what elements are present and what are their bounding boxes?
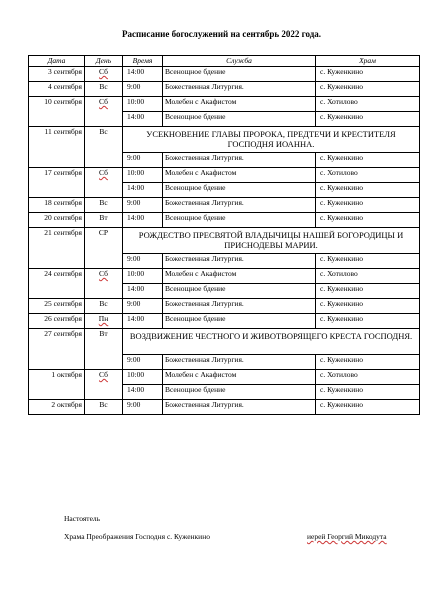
cell-date: 17 сентября xyxy=(29,168,85,198)
footer-role: Настоятель xyxy=(64,514,101,523)
cell-time: 9:00 xyxy=(123,153,163,168)
cell-temple: с. Куженкино xyxy=(316,153,420,168)
cell-day xyxy=(85,370,123,400)
header-service: Служба xyxy=(163,56,316,67)
schedule-body xyxy=(29,67,420,415)
cell-date: 20 сентября xyxy=(29,213,85,228)
cell-service: Божественная Литургия. xyxy=(163,355,316,370)
document-title: Расписание богослужений на сентябрь 2022 года. xyxy=(121,29,322,39)
table-row xyxy=(29,314,420,329)
cell-service: Молебен с Акафистом xyxy=(163,97,316,112)
cell-service: Всенощное бдение xyxy=(163,183,316,198)
table-row xyxy=(29,269,420,284)
cell-date: 21 сентября xyxy=(29,228,85,269)
cell-date: 27 сентября xyxy=(29,329,85,370)
cell-temple: с. Куженкино xyxy=(316,314,420,329)
cell-temple: с. Куженкино xyxy=(316,67,420,82)
table-row xyxy=(29,400,420,415)
day-label: Вт xyxy=(99,213,108,222)
table-row xyxy=(29,299,420,314)
cell-day xyxy=(85,97,123,127)
cell-temple: с. Куженкино xyxy=(316,385,420,400)
cell-temple: с. Куженкино xyxy=(316,284,420,299)
cell-feast: ВОЗДВИЖЕНИЕ ЧЕСТНОГО И ЖИВОТВОРЯЩЕГО КРЕСТА ГОСПОДНЯ. xyxy=(123,329,420,355)
table-row xyxy=(29,97,420,112)
cell-time: 9:00 xyxy=(123,400,163,415)
cell-service: Всенощное бдение xyxy=(163,213,316,228)
cell-time: 9:00 xyxy=(123,198,163,213)
cell-day xyxy=(85,329,123,370)
cell-time: 9:00 xyxy=(123,254,163,269)
day-label: Сб xyxy=(99,168,108,177)
day-label: Вс xyxy=(99,198,108,207)
day-label: Пн xyxy=(98,314,109,323)
cell-day xyxy=(85,269,123,299)
cell-day xyxy=(85,168,123,198)
cell-temple: с. Хотилово xyxy=(316,97,420,112)
cell-service: Всенощное бдение xyxy=(163,314,316,329)
cell-date: 11 сентября xyxy=(29,127,85,168)
day-label: Сб xyxy=(99,269,108,278)
day-label: Вс xyxy=(99,127,108,136)
cell-day xyxy=(85,127,123,168)
cell-service: Молебен с Акафистом xyxy=(163,269,316,284)
cell-day xyxy=(85,198,123,213)
cell-temple: с. Куженкино xyxy=(316,183,420,198)
cell-time: 10:00 xyxy=(123,370,163,385)
cell-temple: с. Хотилово xyxy=(316,269,420,284)
day-label: Сб xyxy=(99,67,108,76)
cell-time: 9:00 xyxy=(123,355,163,370)
cell-service: Всенощное бдение xyxy=(163,385,316,400)
cell-time: 14:00 xyxy=(123,112,163,127)
cell-date: 1 октября xyxy=(29,370,85,400)
schedule-table xyxy=(28,55,420,415)
header-time: Время xyxy=(123,56,163,67)
cell-temple: с. Хотилово xyxy=(316,168,420,183)
cell-time: 9:00 xyxy=(123,82,163,97)
header-date: Дата xyxy=(29,56,85,67)
header-day: День xyxy=(85,56,123,67)
cell-date: 25 сентября xyxy=(29,299,85,314)
table-row xyxy=(29,329,420,355)
cell-service: Молебен с Акафистом xyxy=(163,168,316,183)
day-label: Вс xyxy=(99,299,108,308)
cell-temple: с. Куженкино xyxy=(316,112,420,127)
table-row xyxy=(29,213,420,228)
cell-temple: с. Куженкино xyxy=(316,82,420,97)
table-row xyxy=(29,67,420,82)
cell-time: 14:00 xyxy=(123,284,163,299)
cell-service: Божественная Литургия. xyxy=(163,198,316,213)
cell-temple: с. Хотилово xyxy=(316,370,420,385)
table-row xyxy=(29,82,420,97)
cell-service: Божественная Литургия. xyxy=(163,254,316,269)
cell-time: 10:00 xyxy=(123,269,163,284)
table-row xyxy=(29,228,420,254)
footer-temple: Храма Преображения Господня с. Куженкино xyxy=(64,532,210,541)
cell-day xyxy=(85,400,123,415)
table-row xyxy=(29,198,420,213)
cell-service: Всенощное бдение xyxy=(163,112,316,127)
cell-date: 4 сентября xyxy=(29,82,85,97)
cell-day xyxy=(85,213,123,228)
cell-time: 14:00 xyxy=(123,314,163,329)
cell-temple: с. Куженкино xyxy=(316,400,420,415)
footer-signature: иерей Георгий Микодута xyxy=(307,532,387,541)
cell-day xyxy=(85,228,123,269)
cell-time: 9:00 xyxy=(123,299,163,314)
cell-feast: РОЖДЕСТВО ПРЕСВЯТОЙ ВЛАДЫЧИЦЫ НАШЕЙ БОГОРОДИЦЫ И ПРИСНОДЕВЫ МАРИИ. xyxy=(123,228,420,254)
cell-time: 10:00 xyxy=(123,168,163,183)
cell-day xyxy=(85,82,123,97)
cell-time: 14:00 xyxy=(123,385,163,400)
cell-date: 24 сентября xyxy=(29,269,85,299)
cell-day xyxy=(85,67,123,82)
cell-date: 2 октября xyxy=(29,400,85,415)
cell-date: 18 сентября xyxy=(29,198,85,213)
cell-time: 14:00 xyxy=(123,67,163,82)
cell-date: 10 сентября xyxy=(29,97,85,127)
table-header-row xyxy=(29,56,420,67)
cell-service: Божественная Литургия. xyxy=(163,299,316,314)
cell-date: 3 сентября xyxy=(29,67,85,82)
cell-temple: с. Куженкино xyxy=(316,355,420,370)
cell-temple: с. Куженкино xyxy=(316,213,420,228)
cell-service: Молебен с Акафистом xyxy=(163,370,316,385)
cell-day xyxy=(85,314,123,329)
day-label: Сб xyxy=(99,370,108,379)
cell-date: 26 сентября xyxy=(29,314,85,329)
cell-day xyxy=(85,299,123,314)
cell-temple: с. Куженкино xyxy=(316,254,420,269)
cell-temple: с. Куженкино xyxy=(316,198,420,213)
cell-time: 14:00 xyxy=(123,183,163,198)
table-row xyxy=(29,370,420,385)
day-label: Сб xyxy=(99,97,108,106)
cell-temple: с. Куженкино xyxy=(316,299,420,314)
day-label: Вс xyxy=(99,82,108,91)
table-row xyxy=(29,127,420,153)
table-row xyxy=(29,168,420,183)
cell-service: Всенощное бдение xyxy=(163,67,316,82)
cell-time: 10:00 xyxy=(123,97,163,112)
header-temple: Храм xyxy=(316,56,420,67)
day-label: Вт xyxy=(99,329,108,338)
cell-time: 14:00 xyxy=(123,213,163,228)
day-label: Вс xyxy=(99,400,108,409)
cell-feast: УСЕКНОВЕНИЕ ГЛАВЫ ПРОРОКА, ПРЕДТЕЧИ И КРЕСТИТЕЛЯ ГОСПОДНЯ ИОАННА. xyxy=(123,127,420,153)
cell-service: Всенощное бдение xyxy=(163,284,316,299)
cell-service: Божественная Литургия. xyxy=(163,400,316,415)
cell-service: Божественная Литургия. xyxy=(163,153,316,168)
day-label: СР xyxy=(98,228,109,237)
cell-service: Божественная Литургия. xyxy=(163,82,316,97)
